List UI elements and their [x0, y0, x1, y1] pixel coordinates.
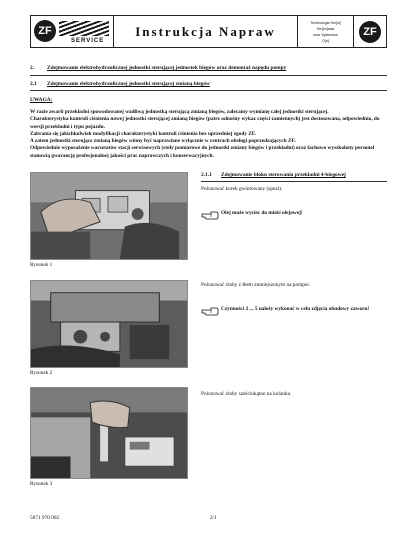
step-3-text: Poluzować śruby sześciokątne na kolanku.: [201, 391, 292, 397]
figure-2-photo: [30, 280, 188, 368]
zf-service-logo: [31, 16, 114, 47]
dept-line: O[n]: [322, 38, 329, 43]
divider: [30, 75, 387, 76]
warning-paragraph: W razie awarii przekładni spowodowanej wadliwą jednostką sterującą zmianą biegów, zalecamy wymianę całej jednostki sterującej.: [30, 109, 329, 115]
document-number: 5871 970 002: [30, 515, 60, 521]
page-number: 2/1: [210, 515, 217, 521]
figure-3-caption: Rysunek 3: [30, 481, 53, 487]
dept-line: oraz Systemów: [313, 32, 338, 37]
section-2-heading: [30, 65, 286, 71]
section-number: 2.1.1: [201, 172, 212, 178]
warning-paragraph: A zatem jednostki sterujące zmianą biegów winny być naprawiane wyłącznie w centrach obsługi poprzedzających ZF.: [30, 138, 296, 145]
figure-3-photo: [30, 387, 188, 479]
figure-2-caption: Rysunek 2: [30, 370, 53, 376]
dept-line: Ter[en]owa: [316, 26, 335, 31]
pointing-hand-icon: [201, 210, 219, 220]
pointing-hand-icon: [201, 306, 219, 316]
figure-1-photo: [30, 172, 188, 260]
document-title: Instrukcja Napraw: [114, 16, 298, 47]
warning-paragraph: Odpowiednie wyposażenie warsztatów stacji serwisowych (stoły pomiarowe do jednostki zmiany biegów i przekładni) oraz fachowo wyszkolony personel stanowią gwarancję profesjonalnej jakości prac naprawczych i konserwacyjnych.: [30, 145, 375, 159]
divider: [201, 181, 387, 182]
warning-label: UWAGA:: [30, 97, 53, 103]
warning-block: [30, 109, 387, 160]
note-text: Czynności 2 ... 5 należy wykonać w celu zdjęcia obudowy zaworu!: [221, 306, 370, 312]
warning-paragraph: Zabrania się jakichkolwiek modyfikacji charakterystyki kontroli ciśnienia bez uprzedniej zgody ZF.: [30, 130, 256, 137]
logo-service-text: SERVICE: [71, 38, 105, 44]
step-2-text: Poluzować śruby z łbem zmniejszonym na pompie.: [201, 282, 311, 288]
dept-line: Technologia Ser[w]: [310, 20, 341, 25]
section-title: Zdejmowanie elektrohydraulicznej jednostki sterującej jednostek biegów oraz demontaż napędu pompy: [47, 65, 287, 71]
section-title: Zdejmowanie elektrohydraulicznej jednostki sterującej zmianą biegów: [47, 81, 210, 87]
section-2-1-1-heading: [201, 172, 346, 178]
warning-paragraph: Charakterystyka kontroli ciśnienia nowej jednostki sterującej zmianą biegów (patrz odnośny wykaz części zamiennych) jest dostosowana, odpowiednio, do wersji przekładni i typu pojazdu.: [30, 116, 380, 130]
section-2-1-heading: [30, 81, 210, 87]
zf-logo-right: [354, 16, 386, 47]
step-1-text: Poluzować korek gwintowany (spust).: [201, 186, 283, 192]
logo-stripes: [59, 21, 109, 36]
section-number: 2.: [30, 65, 35, 71]
section-number: 2.1: [30, 81, 37, 87]
figure-1-caption: Rysunek 1: [30, 262, 53, 268]
zf-logo-mark-right: ZF: [359, 21, 381, 43]
page-header: [30, 15, 387, 48]
divider: [30, 90, 387, 91]
department-block: [298, 16, 354, 47]
step-1-note: [201, 210, 381, 220]
section-title: Zdejmowanie bloku sterowania przekładni 4-biegowej: [221, 172, 346, 178]
zf-logo-mark: ZF: [34, 20, 56, 42]
note-text: Olej może wyciec do miski olejowej!: [221, 210, 303, 216]
step-2-note: [201, 306, 381, 316]
